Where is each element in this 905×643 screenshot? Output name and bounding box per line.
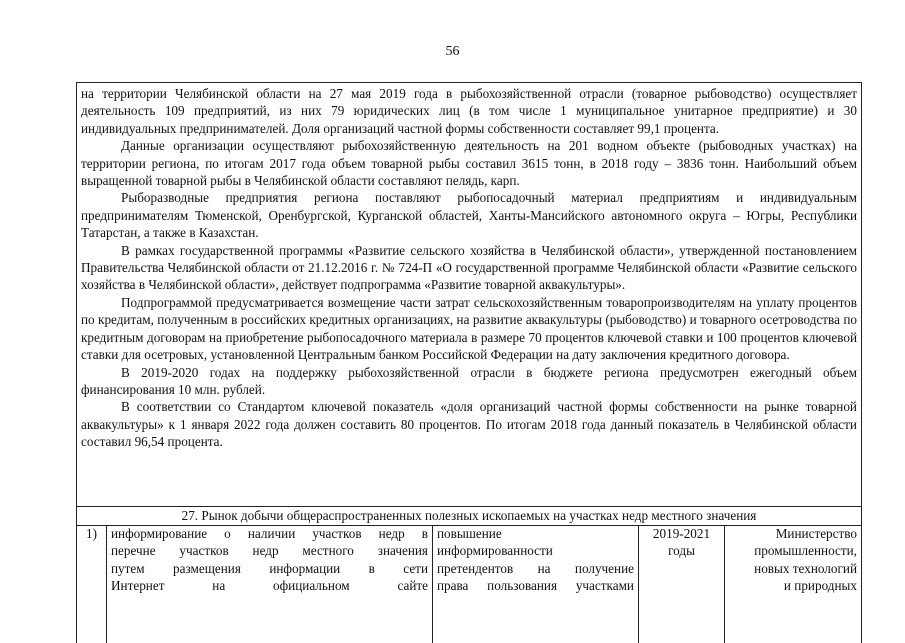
paragraph: Рыборазводные предприятия региона поставляют рыбопосадочный материал предприятиям и индивидуальным предпринимателям Тюменской, Оренбургской, Курганской областей, Ханты-Мансийского автономного округа – Югры, Республики Татарстан, а также в Казахстан. — [81, 190, 857, 241]
period-cell: 2019-2021 годы — [639, 525, 725, 643]
row-number: 1) — [77, 525, 107, 643]
paragraph: В рамках государственной программы «Развитие сельского хозяйства в Челябинской области», утвержденной постановлением Правительства Челябинской области от 21.12.2016 г. № 724-П «О государственной программе Челябинской области «Развитие сельского хозяйства в Челябинской области», действует подпрограмма «Развитие товарной аквакультуры». — [81, 242, 857, 293]
body-text — [81, 85, 857, 451]
section-title: 27. Рынок добычи общераспространенных полезных ископаемых на участках недр местного значения — [77, 506, 861, 526]
table-row — [77, 525, 861, 643]
result-cell: повышение информированности претендентов на получение права пользования участками — [433, 525, 639, 643]
paragraph: Данные организации осуществляют рыбохозяйственную деятельность на 201 водном объекте (рыбоводных участках) на территории региона, по итогам 2017 года объем товарной рыбы составил 3615 тонн, в 2018 году – 3836 тонн. Наибольший объем выращенной товарной рыбы в Челябинской области составляют пелядь, карп. — [81, 138, 857, 189]
paragraph: В соответствии со Стандартом ключевой показатель «доля организаций частной формы собственности на рынке товарной аквакультуры» к 1 января 2022 года должен составить 80 процентов. По итогам 2018 года данный показатель в Челябинской области составил 96,54 процента. — [81, 399, 857, 450]
paragraph: Подпрограммой предусматривается возмещение части затрат сельскохозяйственным товаропроизводителям на уплату процентов по кредитам, полученным в российских кредитных организациях, на развитие аквакультуры (рыбоводство) и товарного осетроводства по кредитным договорам на приобретение рыбопосадочного материала в размере 70 процентов ключевой ставки и 100 процентов ключевой ставки для осетровых, установленной Центральным банком Российской Федерации на дату заключения кредитного договора. — [81, 294, 857, 363]
page-number: 56 — [445, 44, 460, 59]
responsible-cell: Министерство промышленности, новых технологий и природных — [754, 526, 857, 594]
paragraph: на территории Челябинской области на 27 мая 2019 года в рыбохозяйственной отрасли (товарное рыбоводство) осуществляет деятельность 109 предприятий, из них 79 юридических лиц (в том числе 1 муниципальное унитарное предприятие) и 30 индивидуальных предпринимателей. Доля организаций частной формы собственности составляет 99,1 процента. — [81, 86, 857, 136]
content-frame — [76, 82, 862, 643]
paragraph: В 2019-2020 годах на поддержку рыбохозяйственной отрасли в бюджете региона предусмотрен ежегодный объем финансирования 10 млн. рублей. — [81, 364, 857, 397]
action-cell: информирование о наличии участков недр в перечне участков недр местного значения путем размещения информации в сети Интернет на официальном сайте — [107, 525, 433, 643]
